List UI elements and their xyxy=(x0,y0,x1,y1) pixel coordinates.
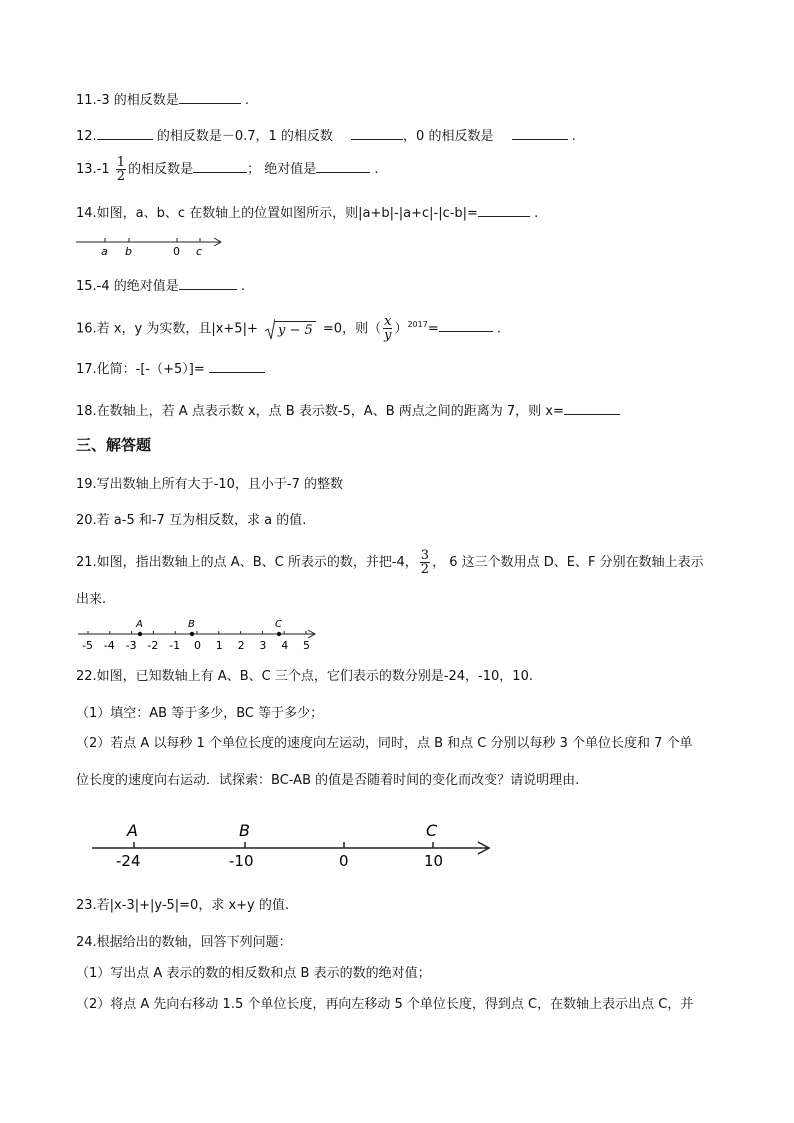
point-label-A: A xyxy=(136,619,143,630)
question-text: 11.-3 的相反数是 xyxy=(76,93,179,108)
question-24-part-2: （2）将点 A 先向右移动 1.5 个单位长度，再向左移动 5 个单位长度，得到点 C，在数轴上表示出点 C，并 xyxy=(76,997,694,1012)
value-label-origin: 0 xyxy=(339,852,349,870)
tick-label: 0 xyxy=(194,639,201,652)
answer-blank[interactable] xyxy=(478,202,530,217)
point-label-B: B xyxy=(239,821,250,840)
tick-label: 1 xyxy=(215,639,223,652)
question-11: 11.-3 的相反数是 . xyxy=(76,89,249,110)
section-heading: 三、解答题 xyxy=(76,436,152,454)
question-22-part-2-cont: 位长度的速度向右运动．试探索：BC-AB 的值是否随着时间的变化而改变？请说明理由. xyxy=(76,773,580,788)
tick-label: -3 xyxy=(125,639,137,652)
point-label-C: C xyxy=(275,619,282,630)
question-14: 14.如图，a、b、c 在数轴上的位置如图所示，则|a+b|-|a+c|-|c-b|= . xyxy=(76,202,538,223)
question-23: 23.若|x-3|+|y-5|=0，求 x+y 的值. xyxy=(76,898,290,913)
question-24-part-1: （1）写出点 A 表示的数的相反数和点 B 表示的数的绝对值； xyxy=(76,966,431,981)
answer-blank[interactable] xyxy=(193,158,247,173)
question-21: 21.如图，指出数轴上的点 A、B、C 所表示的数，并把-4， $\frac{3}{2}$ ， 6 这三个数用点 D、E、F 分别在数轴上表示 xyxy=(76,548,704,577)
question-22-part-2: （2）若点 A 以每秒 1 个单位长度的速度向左运动，同时，点 B 和点 C 分别以每秒 3 个单位长度和 7 个单 xyxy=(76,736,693,751)
number-line-q22 xyxy=(88,818,498,874)
tick-label: -1 xyxy=(169,639,181,652)
number-line-q21 xyxy=(74,614,324,654)
answer-blank[interactable] xyxy=(179,275,237,290)
answer-blank[interactable] xyxy=(179,89,241,104)
point-label-A: A xyxy=(127,821,138,840)
point-A-dot xyxy=(138,632,142,636)
point-label-C: C xyxy=(426,821,438,840)
question-22: 22.如图，已知数轴上有 A、B、C 三个点，它们表示的数分别是-24，-10，10. xyxy=(76,669,533,684)
tick-label: -2 xyxy=(147,639,159,652)
question-16: 16.若 x，y 为实数，且|x+5|+ y − 5 =0，则（ $\frac{x}{y}$ ）$^{2017}$= . xyxy=(76,314,501,344)
tick-label: -4 xyxy=(103,639,115,652)
point-C-dot xyxy=(277,632,281,636)
tick-label: 3 xyxy=(259,639,267,652)
tick-label-0: 0 xyxy=(173,245,180,258)
answer-blank[interactable] xyxy=(564,400,620,415)
fraction: $\frac{3}{2}$ xyxy=(420,548,430,577)
point-B-dot xyxy=(190,632,194,636)
value-label-B: -10 xyxy=(229,852,254,870)
question-19: 19.写出数轴上所有大于-10，且小于-7 的整数 xyxy=(76,477,344,492)
point-label-a: a xyxy=(101,245,108,258)
question-20: 20.若 a-5 和-7 互为相反数，求 a 的值. xyxy=(76,513,307,528)
point-label-B: B xyxy=(188,619,195,630)
question-17: 17.化简：-[-（+5）]= xyxy=(76,358,265,379)
question-22-part-1: （1）填空：AB 等于多少，BC 等于多少； xyxy=(76,706,324,721)
point-label-c: c xyxy=(196,245,203,258)
answer-blank[interactable] xyxy=(439,317,493,332)
question-15: 15.-4 的绝对值是 . xyxy=(76,275,245,296)
value-label-A: -24 xyxy=(116,852,141,870)
question-18: 18.在数轴上，若 A 点表示数 x，点 B 表示数-5，A、B 两点之间的距离为 7，则 x= xyxy=(76,400,620,421)
question-24: 24.根据给出的数轴，回答下列问题： xyxy=(76,935,292,950)
question-21-line-2: 出来. xyxy=(76,592,107,607)
answer-blank[interactable] xyxy=(97,125,153,140)
answer-blank[interactable] xyxy=(316,158,370,173)
answer-blank[interactable] xyxy=(512,125,568,140)
number-line-q14 xyxy=(74,232,234,260)
answer-blank[interactable] xyxy=(209,358,265,373)
square-root: y − 5 xyxy=(265,318,316,340)
value-label-C: 10 xyxy=(424,852,444,870)
tick-label: 5 xyxy=(303,639,310,652)
tick-label: 2 xyxy=(237,639,245,652)
answer-blank[interactable] xyxy=(351,125,403,140)
tick-label: 4 xyxy=(281,639,289,652)
question-13: 13.-1 $\frac{1}{2}$ 的相反数是 ； 绝对值是 . xyxy=(76,155,379,184)
fraction: $\frac{x}{y}$ xyxy=(384,314,392,344)
point-label-b: b xyxy=(125,245,132,258)
question-12: 12. 的相反数是－0.7，1 的相反数 ，0 的相反数是 . xyxy=(76,125,576,146)
tick-label: -5 xyxy=(82,639,93,652)
fraction: $\frac{1}{2}$ xyxy=(116,155,126,184)
